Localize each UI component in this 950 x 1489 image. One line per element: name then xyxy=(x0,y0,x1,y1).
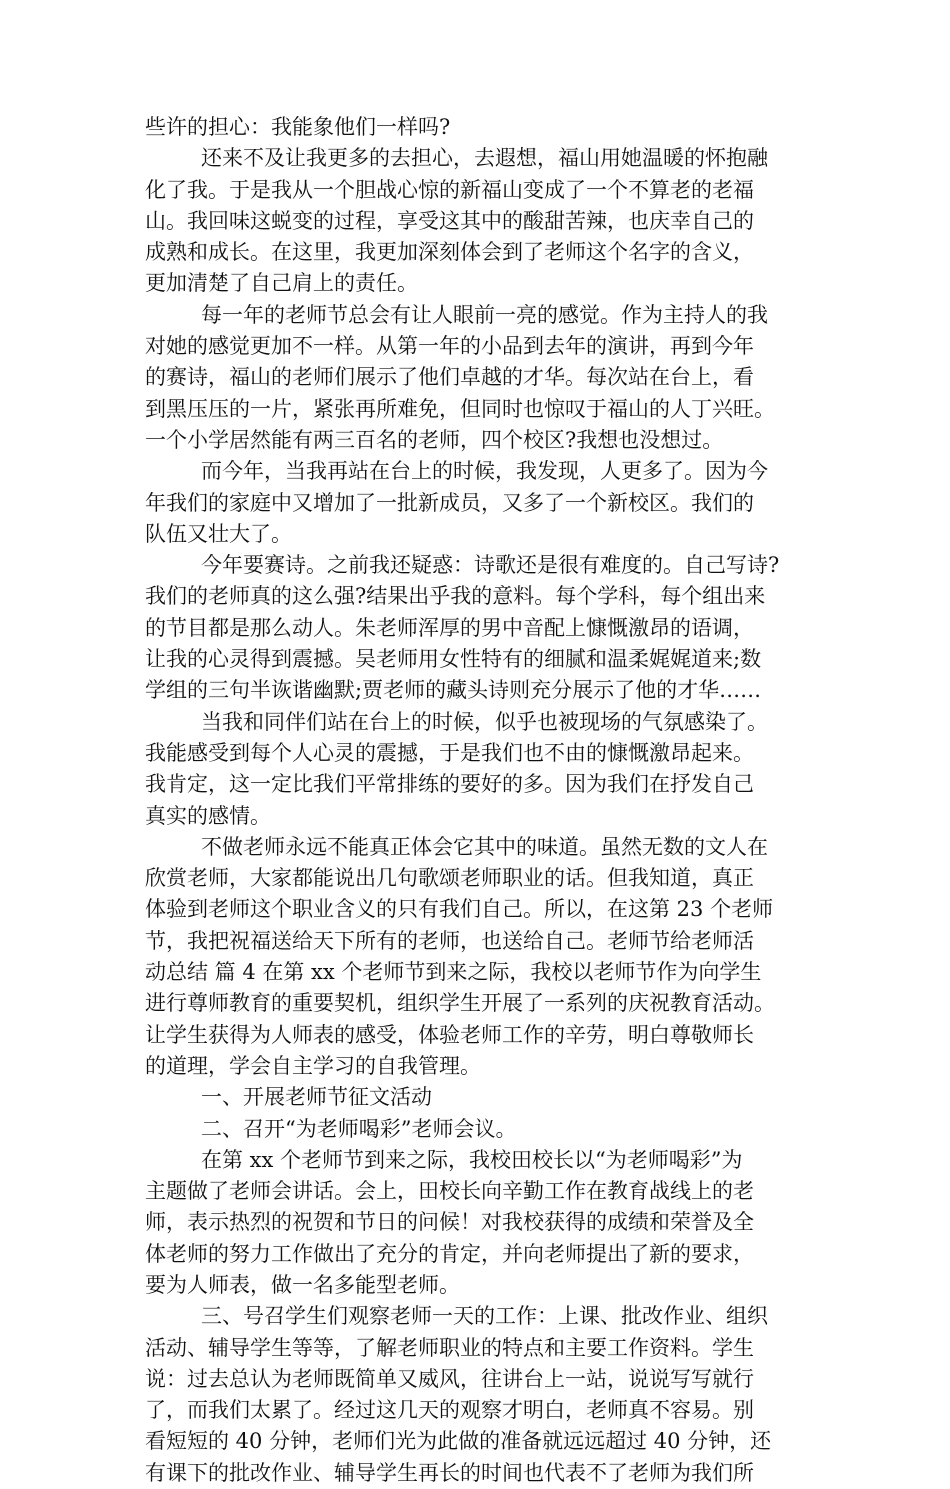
text-line: 化了我。于是我从一个胆战心惊的新福山变成了一个不算老的老福 xyxy=(145,177,754,202)
text-line: 要为人师表，做一名多能型老师。 xyxy=(145,1272,460,1297)
text-line: 不做老师永远不能真正体会它其中的味道。虽然无数的文人在 xyxy=(201,834,768,859)
text-line: 让学生获得为人师表的感受，体验老师工作的辛劳，明白尊敬师长 xyxy=(145,1022,754,1047)
text-line: 一、开展老师节征文活动 xyxy=(201,1085,432,1110)
text-line: 每一年的老师节总会有让人眼前一亮的感觉。作为主持人的我 xyxy=(201,302,768,327)
text-line: 进行尊师教育的重要契机，组织学生开展了一系列的庆祝教育活动。 xyxy=(145,991,775,1016)
text-line: 而今年，当我再站在台上的时候，我发现，人更多了。因为今 xyxy=(201,459,768,484)
text-line: 到黑压压的一片，紧张再所难免，但同时也惊叹于福山的人丁兴旺。 xyxy=(145,396,775,421)
text-line: 活动、辅导学生等等，了解老师职业的特点和主要工作资料。学生 xyxy=(145,1335,754,1360)
text-line: 体老师的努力工作做出了充分的肯定，并向老师提出了新的要求， xyxy=(145,1241,754,1266)
text-line: 看短短的 40 分钟，老师们光为此做的准备就远远超过 40 分钟，还 xyxy=(145,1429,772,1454)
text-line: 的道理，学会自主学习的自我管理。 xyxy=(145,1053,481,1078)
text-line: 我们的老师真的这么强?结果出乎我的意料。每个学科，每个组出来 xyxy=(145,584,766,609)
document-page xyxy=(145,112,813,1489)
text-line: 我肯定，这一定比我们平常排练的要好的多。因为我们在抒发自己 xyxy=(145,772,754,797)
text-line: 对她的感觉更加不一样。从第一年的小品到去年的演讲，再到今年 xyxy=(145,334,754,359)
text-line: 说：过去总认为老师既简单又威风，往讲台上一站，说说写写就行 xyxy=(145,1366,754,1391)
text-line: 了，而我们太累了。经过这几天的观察才明白，老师真不容易。别 xyxy=(145,1398,754,1423)
text-line: 当我和同伴们站在台上的时候，似乎也被现场的气氛感染了。 xyxy=(201,709,768,734)
text-line: 师，表示热烈的祝贺和节日的问候！对我校获得的成绩和荣誉及全 xyxy=(145,1210,754,1235)
text-line: 学组的三句半诙谐幽默;贾老师的藏头诗则充分展示了他的才华…… xyxy=(145,678,762,703)
text-line: 些许的担心：我能象他们一样吗? xyxy=(145,115,451,139)
text-line: 在第 xx 个老师节到来之际，我校田校长以“为老师喝彩”为 xyxy=(201,1147,743,1172)
text-line: 欣赏老师，大家都能说出几句歌颂老师职业的话。但我知道，真正 xyxy=(145,866,754,891)
text-line: 还来不及让我更多的去担心，去遐想，福山用她温暖的怀抱融 xyxy=(201,146,768,171)
text-line: 体验到老师这个职业含义的只有我们自己。所以，在这第 23 个老师 xyxy=(145,897,774,922)
text-line: 的赛诗，福山的老师们展示了他们卓越的才华。每次站在台上，看 xyxy=(145,365,754,390)
text-line: 年我们的家庭中又增加了一批新成员，又多了一个新校区。我们的 xyxy=(145,490,754,515)
text-line: 二、召开“为老师喝彩”老师会议。 xyxy=(201,1116,517,1141)
text-line: 节，我把祝福送给天下所有的老师，也送给自己。老师节给老师活 xyxy=(145,928,754,953)
text-line: 成熟和成长。在这里，我更加深刻体会到了老师这个名字的含义， xyxy=(145,240,754,265)
text-line: 一个小学居然能有两三百名的老师，四个校区?我想也没想过。 xyxy=(145,427,724,452)
text-line: 三、号召学生们观察老师一天的工作：上课、批改作业、组织 xyxy=(201,1304,768,1329)
text-line: 让我的心灵得到震撼。吴老师用女性特有的细腻和温柔娓娓道来;数 xyxy=(145,647,762,672)
text-line: 动总结 篇 4 在第 xx 个老师节到来之际，我校以老师节作为向学生 xyxy=(145,960,762,985)
text-line: 真实的感情。 xyxy=(145,803,271,828)
text-line: 主题做了老师会讲话。会上，田校长向辛勤工作在教育战线上的老 xyxy=(145,1179,754,1204)
text-line: 队伍又壮大了。 xyxy=(145,521,292,546)
text-line: 我能感受到每个人心灵的震撼，于是我们也不由的慷慨激昂起来。 xyxy=(145,740,754,765)
text-line: 更加清楚了自己肩上的责任。 xyxy=(145,271,418,296)
text-line: 有课下的批改作业、辅导学生再长的时间也代表不了老师为我们所 xyxy=(145,1460,754,1485)
text-line: 山。我回味这蜕变的过程，享受这其中的酸甜苦辣，也庆幸自己的 xyxy=(145,208,754,233)
text-line: 今年要赛诗。之前我还疑惑：诗歌还是很有难度的。自己写诗? xyxy=(201,553,780,578)
text-line: 的节目都是那么动人。朱老师浑厚的男中音配上慷慨激昂的语调， xyxy=(145,615,754,640)
